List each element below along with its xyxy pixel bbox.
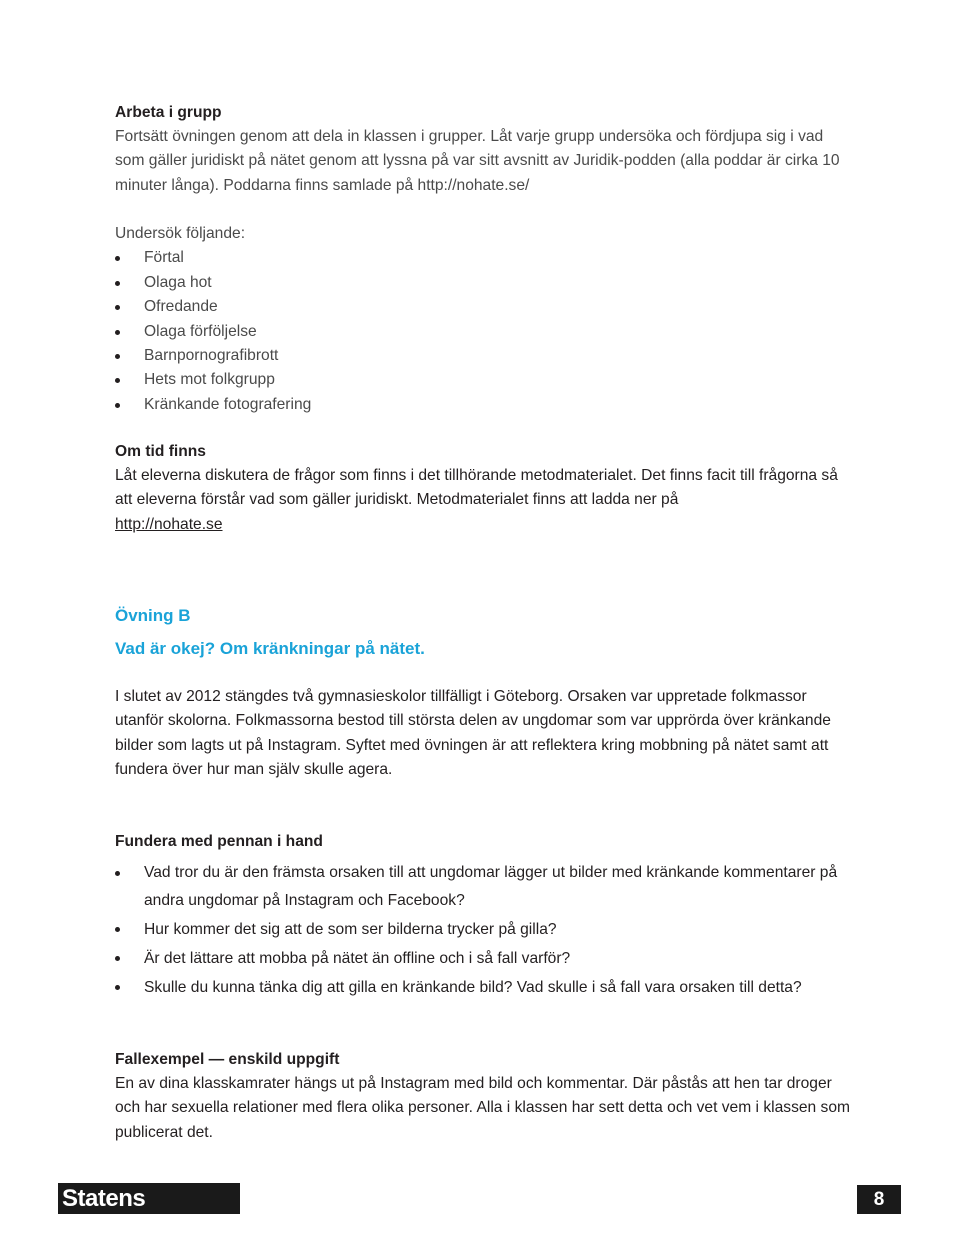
ovning-line-2: utanför skolorna. Folkmassorna bestod till största delen av ungdomar som var upprörda över kränkande <box>115 712 831 730</box>
list-item: Olaga hot <box>115 271 875 295</box>
fundera-list <box>115 859 875 1002</box>
section-fallexempel <box>115 1049 875 1071</box>
bullet-icon <box>115 330 120 335</box>
list-item: Förtal <box>115 246 875 270</box>
section-ovning-b <box>115 605 875 627</box>
omtid-line-1: Låt eleverna diskutera de frågor som finns i det tillhörande metodmaterialet. Det finns facit till frågorna så <box>115 467 838 484</box>
bullet-icon <box>115 305 120 310</box>
bullet-icon <box>115 985 120 990</box>
ovning-line-1: I slutet av 2012 stängdes två gymnasieskolor tillfälligt i Göteborg. Orsaken var uppretade folkmassor <box>115 688 807 705</box>
ovning-paragraph <box>115 685 875 783</box>
list-item: Skulle du kunna tänka dig att gilla en kränkande bild? Vad skulle i så fall vara orsaken till detta? <box>115 973 875 1002</box>
omtid-paragraph <box>115 464 875 537</box>
bullet-icon <box>115 378 120 383</box>
fundera-list-block <box>115 859 875 1002</box>
fallexempel-line-2: och har sexuella relationer med flera olika personer. Alla i klassen har sett detta och vet vem i klassen som <box>115 1099 851 1117</box>
fallexempel-line-3: publicerat det. <box>115 1123 213 1141</box>
list-item: Barnpornografibrott <box>115 344 875 368</box>
undersok-intro: Undersök följande: <box>115 225 246 242</box>
fallexempel-line-1: En av dina klasskamrater hängs ut på Instagram med bild och kommentar. Där påstås att hen tar droger <box>115 1075 832 1092</box>
bullet-icon <box>115 281 120 286</box>
bullet-icon <box>115 403 120 408</box>
statens-medierad-logo: Statens medieråd <box>58 1183 240 1214</box>
bullet-icon <box>115 354 120 359</box>
bullet-icon <box>115 927 120 932</box>
arbeta-line-3: minuter långa). Poddarna finns samlade på http://nohate.se/ <box>115 176 530 194</box>
undersok-list <box>115 246 875 417</box>
ovning-subtitle: Vad är okej? Om kränkningar på nätet. <box>115 639 425 658</box>
omtid-line-2: att eleverna förstår vad som gäller juridiskt. Metodmaterialet finns att ladda ner på <box>115 491 679 509</box>
ovning-subtitle-block <box>115 638 875 660</box>
ovning-line-4: fundera över hur man själv skulle agera. <box>115 761 393 779</box>
arbeta-paragraph <box>115 125 875 198</box>
omtid-link[interactable]: http://nohate.se <box>115 515 223 533</box>
bullet-icon <box>115 956 120 961</box>
arbeta-heading: Arbeta i grupp <box>115 104 222 121</box>
bullet-icon <box>115 256 120 261</box>
bullet-icon <box>115 871 120 876</box>
ovning-line-3: bilder som lagts ut på Instagram. Syftet med övningen är att reflektera kring mobbning på nätet samt att <box>115 736 829 754</box>
section-om-tid-finns <box>115 441 875 463</box>
ovning-title: Övning B <box>115 606 191 625</box>
list-item: Olaga förföljelse <box>115 320 875 344</box>
list-item: Hur kommer det sig att de som ser bilderna trycker på gilla? <box>115 915 875 944</box>
fallexempel-heading: Fallexempel — enskild uppgift <box>115 1051 340 1068</box>
omtid-heading: Om tid finns <box>115 443 206 460</box>
section-fundera <box>115 831 875 853</box>
arbeta-line-2: som gäller juridiskt på nätet genom att lyssna på var sitt avsnitt av Juridik-podden (alla poddar är cirka 10 <box>115 152 840 170</box>
section-undersok <box>115 222 875 417</box>
list-item: Ofredande <box>115 295 875 319</box>
list-item: Hets mot folkgrupp <box>115 368 875 392</box>
page-number: 8 <box>857 1185 901 1214</box>
fundera-heading: Fundera med pennan i hand <box>115 833 323 850</box>
section-arbeta-i-grupp <box>115 102 875 124</box>
list-item: Kränkande fotografering <box>115 393 875 417</box>
list-item: Vad tror du är den främsta orsaken till att ungdomar lägger ut bilder med kränkande kommentarer på andra ungdomar på Instagram och Facebook? <box>115 859 875 915</box>
list-item: Är det lättare att mobba på nätet än offline och i så fall varför? <box>115 944 875 973</box>
arbeta-line-1: Fortsätt övningen genom att dela in klassen i grupper. Låt varje grupp undersöka och fördjupa sig i vad <box>115 128 824 145</box>
fallexempel-paragraph <box>115 1072 875 1145</box>
